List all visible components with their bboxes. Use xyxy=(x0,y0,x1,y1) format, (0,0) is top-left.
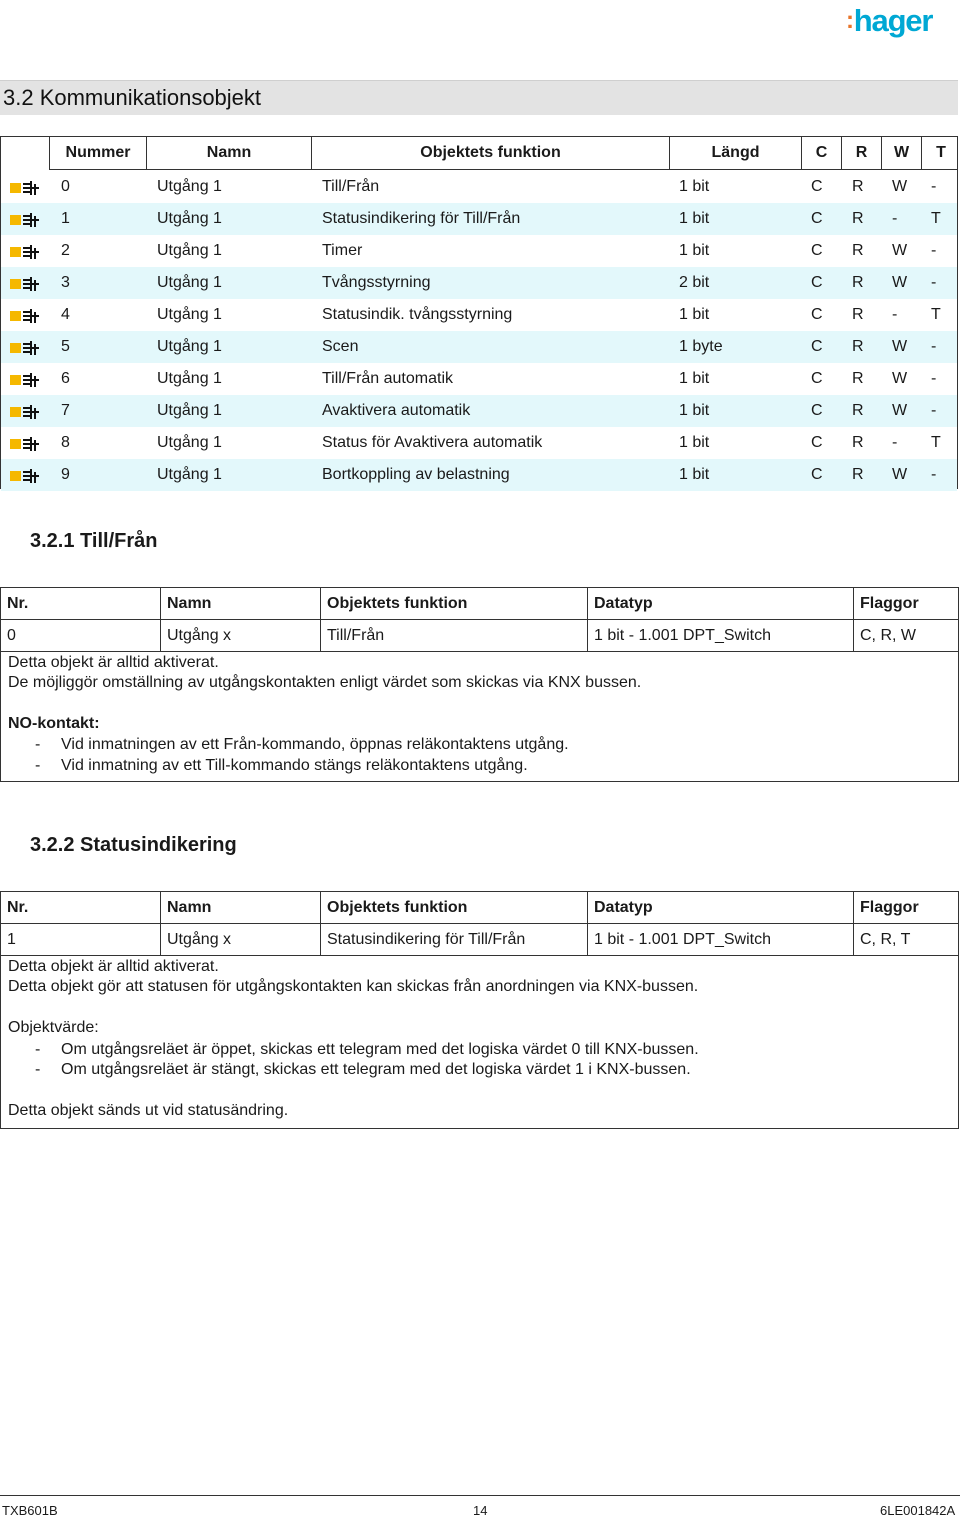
bullet-text: Om utgångsreläet är öppet, skickas ett telegram med det logiska värdet 0 till KNX-bussen. xyxy=(61,1041,699,1058)
bullet-text: Vid inmatning av ett Till-kommando stängs reläkontaktens utgång. xyxy=(61,757,528,774)
objects-table xyxy=(0,136,958,489)
subsection-title-2: 3.2.2 Statusindikering xyxy=(30,834,237,856)
table-row xyxy=(1,331,957,363)
cell-funktion: Till/Från automatik xyxy=(322,370,453,387)
header-flaggor: Flaggor xyxy=(860,899,919,916)
logo-text: hager xyxy=(853,3,933,38)
header-langd: Längd xyxy=(670,137,802,169)
cell-funktion: Statusindik. tvångsstyrning xyxy=(322,306,513,323)
cell-funktion: Scen xyxy=(322,338,359,355)
footer-page-number: 14 xyxy=(473,1503,488,1518)
cell-t: - xyxy=(931,274,937,291)
cell-w: - xyxy=(892,434,898,451)
cell-namn: Utgång x xyxy=(161,924,321,955)
cell-nummer: 0 xyxy=(61,178,70,195)
cell-langd: 1 bit xyxy=(679,242,710,259)
cell-langd: 1 bit xyxy=(679,402,710,419)
cell-nr: 1 xyxy=(1,924,161,955)
cell-namn: Utgång 1 xyxy=(157,306,222,323)
cell-c: C xyxy=(811,370,823,387)
cell-r: R xyxy=(852,178,864,195)
cell-funktion: Till/Från xyxy=(322,178,380,195)
cell-funktion: Statusindikering för Till/Från xyxy=(321,924,588,955)
detail-table-1 xyxy=(0,587,959,782)
cell-namn: Utgång 1 xyxy=(157,466,222,483)
cell-namn: Utgång 1 xyxy=(157,242,222,259)
cell-namn: Utgång 1 xyxy=(157,434,222,451)
cell-namn: Utgång 1 xyxy=(157,210,222,227)
cell-namn: Utgång 1 xyxy=(157,338,222,355)
cell-w: W xyxy=(892,466,908,483)
cell-datatyp: 1 bit - 1.001 DPT_Switch xyxy=(588,924,854,955)
description-label: Objektvärde: xyxy=(8,1019,99,1036)
cell-t: T xyxy=(931,306,941,323)
cell-funktion: Statusindikering för Till/Från xyxy=(322,210,521,227)
cell-flaggor: C, R, T xyxy=(860,931,911,948)
header-datatyp: Datatyp xyxy=(588,588,854,619)
bullet-dash: - xyxy=(35,757,41,774)
cell-namn: Utgång 1 xyxy=(157,178,222,195)
cell-t: - xyxy=(931,178,937,195)
ko-object-icon xyxy=(10,212,40,228)
cell-langd: 1 bit xyxy=(679,306,710,323)
cell-w: W xyxy=(892,274,908,291)
cell-nummer: 7 xyxy=(61,402,70,419)
header-nr: Nr. xyxy=(1,588,161,619)
table-row xyxy=(1,299,957,331)
section-title: 3.2 Kommunikationsobjekt xyxy=(3,85,262,110)
cell-r: R xyxy=(852,466,864,483)
table-row xyxy=(1,363,957,395)
cell-langd: 1 bit xyxy=(679,370,710,387)
cell-t: - xyxy=(931,370,937,387)
cell-langd: 1 bit xyxy=(679,210,710,227)
cell-langd: 2 bit xyxy=(679,274,710,291)
bullet-text: Vid inmatningen av ett Från-kommando, öppnas reläkontaktens utgång. xyxy=(61,736,569,753)
cell-c: C xyxy=(811,274,823,291)
ko-object-icon xyxy=(10,244,40,260)
header-w: W xyxy=(882,137,922,169)
cell-w: W xyxy=(892,178,908,195)
cell-w: W xyxy=(892,338,908,355)
detail-table-2 xyxy=(0,891,959,1129)
cell-funktion: Avaktivera automatik xyxy=(322,402,471,419)
cell-t: - xyxy=(931,242,937,259)
table-row xyxy=(1,395,957,427)
cell-r: R xyxy=(852,306,864,323)
description-line: Detta objekt är alltid aktiverat. xyxy=(8,958,219,975)
cell-nummer: 1 xyxy=(61,210,70,227)
cell-c: C xyxy=(811,210,823,227)
cell-t: - xyxy=(931,338,937,355)
cell-flaggor: C, R, W xyxy=(860,627,916,644)
cell-c: C xyxy=(811,434,823,451)
cell-c: C xyxy=(811,402,823,419)
cell-nummer: 8 xyxy=(61,434,70,451)
cell-w: W xyxy=(892,370,908,387)
ko-object-icon xyxy=(10,180,40,196)
subsection-title-1: 3.2.1 Till/Från xyxy=(30,530,158,552)
description-line: Detta objekt gör att statusen för utgångskontakten kan skickas från anordningen via KNX-bussen. xyxy=(8,978,699,995)
table-row xyxy=(1,203,957,235)
cell-r: R xyxy=(852,338,864,355)
cell-t: T xyxy=(931,210,941,227)
description-label: NO-kontakt: xyxy=(8,715,100,732)
ko-object-icon xyxy=(10,404,40,420)
header-namn: Namn xyxy=(161,588,321,619)
cell-w: W xyxy=(892,242,908,259)
cell-namn: Utgång 1 xyxy=(157,370,222,387)
bullet-dash: - xyxy=(35,1061,41,1078)
cell-t: - xyxy=(931,466,937,483)
header-nummer: Nummer xyxy=(50,137,147,169)
cell-nummer: 5 xyxy=(61,338,70,355)
cell-funktion: Tvångsstyrning xyxy=(322,274,431,291)
cell-funktion: Till/Från xyxy=(321,620,588,651)
cell-c: C xyxy=(811,178,823,195)
table-row xyxy=(1,924,958,956)
description-line: De möjliggör omställning av utgångskontakten enligt värdet som skickas via KNX bussen. xyxy=(8,674,642,691)
cell-nummer: 3 xyxy=(61,274,70,291)
header-r: R xyxy=(842,137,882,169)
footer-ref: 6LE001842A xyxy=(880,1503,956,1518)
cell-r: R xyxy=(852,370,864,387)
cell-namn: Utgång 1 xyxy=(157,402,222,419)
table-row xyxy=(1,427,957,459)
cell-r: R xyxy=(852,402,864,419)
footer-divider xyxy=(0,1495,960,1496)
detail-table-2-header xyxy=(1,892,958,924)
ko-object-icon xyxy=(10,436,40,452)
cell-namn: Utgång x xyxy=(161,620,321,651)
detail-table-1-header xyxy=(1,588,958,620)
cell-datatyp: 1 bit - 1.001 DPT_Switch xyxy=(588,620,854,651)
header-datatyp: Datatyp xyxy=(588,892,854,923)
cell-c: C xyxy=(811,242,823,259)
cell-nummer: 2 xyxy=(61,242,70,259)
cell-w: - xyxy=(892,210,898,227)
cell-r: R xyxy=(852,274,864,291)
cell-langd: 1 byte xyxy=(679,338,723,355)
cell-langd: 1 bit xyxy=(679,466,710,483)
cell-t: - xyxy=(931,402,937,419)
header-namn: Namn xyxy=(147,137,312,169)
ko-object-icon xyxy=(10,276,40,292)
table-row xyxy=(1,267,957,299)
bullet-dash: - xyxy=(35,1041,41,1058)
header-funktion: Objektets funktion xyxy=(312,137,670,169)
cell-r: R xyxy=(852,242,864,259)
section-banner xyxy=(0,80,958,115)
ko-object-icon xyxy=(10,372,40,388)
cell-funktion: Bortkoppling av belastning xyxy=(322,466,510,483)
ko-object-icon xyxy=(10,468,40,484)
description-line: Detta objekt är alltid aktiverat. xyxy=(8,654,219,671)
cell-r: R xyxy=(852,434,864,451)
cell-funktion: Timer xyxy=(322,242,363,259)
header-flaggor: Flaggor xyxy=(860,595,919,612)
ko-object-icon xyxy=(10,340,40,356)
cell-c: C xyxy=(811,338,823,355)
ko-object-icon xyxy=(10,308,40,324)
cell-w: - xyxy=(892,306,898,323)
cell-langd: 1 bit xyxy=(679,178,710,195)
cell-c: C xyxy=(811,466,823,483)
cell-nr: 0 xyxy=(1,620,161,651)
header-funktion: Objektets funktion xyxy=(321,588,588,619)
header-c: C xyxy=(802,137,842,169)
table-row xyxy=(1,459,957,491)
objects-table-header xyxy=(49,137,957,170)
table-row xyxy=(1,620,958,652)
cell-nummer: 9 xyxy=(61,466,70,483)
logo-dots-icon: : xyxy=(846,7,853,34)
header-namn: Namn xyxy=(161,892,321,923)
description-line: Detta objekt sänds ut vid statusändring. xyxy=(8,1102,289,1119)
bullet-dash: - xyxy=(35,736,41,753)
cell-w: W xyxy=(892,402,908,419)
cell-langd: 1 bit xyxy=(679,434,710,451)
header-funktion: Objektets funktion xyxy=(321,892,588,923)
cell-namn: Utgång 1 xyxy=(157,274,222,291)
cell-funktion: Status för Avaktivera automatik xyxy=(322,434,543,451)
table-row xyxy=(1,235,957,267)
footer-doc-id: TXB601B xyxy=(2,1503,58,1518)
cell-nummer: 4 xyxy=(61,306,70,323)
header-t: T xyxy=(936,144,946,161)
cell-t: T xyxy=(931,434,941,451)
header-nr: Nr. xyxy=(1,892,161,923)
bullet-text: Om utgångsreläet är stängt, skickas ett telegram med det logiska värdet 1 i KNX-bussen. xyxy=(61,1061,691,1078)
table-row xyxy=(1,171,957,203)
cell-c: C xyxy=(811,306,823,323)
hager-logo xyxy=(846,4,946,38)
cell-nummer: 6 xyxy=(61,370,70,387)
cell-r: R xyxy=(852,210,864,227)
